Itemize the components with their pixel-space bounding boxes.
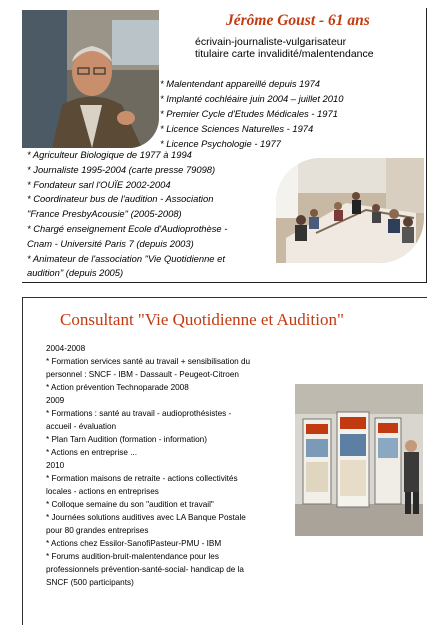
list-item: * Formation maisons de retraite - actions collectivités	[46, 474, 238, 483]
list-item: "France PresbyAcousie" (2005-2008)	[27, 208, 182, 220]
list-item: SNCF (500 participants)	[46, 578, 134, 587]
list-item: * Plan Tarn Audition (formation - information)	[46, 435, 207, 444]
consultant-activities-list	[46, 342, 296, 589]
list-item: * Formation services santé au travail + sensibilisation du	[46, 357, 251, 366]
credentials-list	[160, 76, 420, 151]
subtitle-line: titulaire carte invalidité/malentendance	[195, 48, 374, 60]
list-item: * Licence Psychologie - 1977	[160, 138, 281, 149]
list-item: * Formations : santé au travail - audioprothésistes -	[46, 409, 232, 418]
list-item: * Agriculteur Biologique de 1977 à 1994	[27, 149, 192, 160]
career-list	[27, 148, 267, 281]
list-item: pour 80 grandes entreprises	[46, 526, 149, 535]
list-item: * Actions chez Essilor-SanofiPasteur-PMU - IBM	[46, 539, 222, 548]
list-item: * Animateur de l'association "Vie Quotidienne et	[27, 252, 225, 264]
list-item: 2009	[46, 396, 65, 405]
list-item: * Forums audition-bruit-malentendance pour les	[46, 552, 219, 561]
list-item: * Chargé enseignement Ecole d'Audioprothèse -	[27, 222, 228, 234]
portrait-photo	[22, 10, 159, 148]
list-item: * Action prévention Technoparade 2008	[46, 383, 189, 392]
exhibition-photo	[295, 384, 423, 536]
list-item: * Fondateur sarl l'OUÏE 2002-2004	[27, 178, 171, 190]
meeting-photo	[276, 158, 424, 263]
list-item: 2004-2008	[46, 344, 86, 353]
list-item: accueil - évaluation	[46, 422, 117, 431]
list-item: * Actions en entreprise ...	[46, 448, 138, 457]
list-item: * Colloque semaine du son "audition et travail"	[46, 500, 214, 509]
list-item: * Coordinateur bus de l'audition - Association	[27, 193, 214, 205]
list-item: * Licence Sciences Naturelles - 1974	[160, 123, 314, 134]
list-item: * Journées solutions auditives avec LA Banque Postale	[46, 513, 246, 522]
subtitle-line: écrivain-journaliste-vulgarisateur	[195, 36, 347, 48]
list-item: * Implanté cochléaire juin 2004 – juillet 2010	[160, 93, 344, 104]
list-item: Cnam - Université Paris 7 (depuis 2003)	[27, 237, 194, 249]
list-item: * Journaliste 1995-2004 (carte presse 79098)	[27, 163, 216, 175]
subtitle	[195, 36, 425, 60]
list-item: locales - actions en entreprises	[46, 487, 159, 496]
section-title: Consultant "Vie Quotidienne et Audition"	[60, 310, 344, 329]
list-item: * Malentendant appareillé depuis 1974	[160, 78, 321, 89]
list-item: 2010	[46, 461, 65, 470]
list-item: professionnels prévention-santé-social- handicap de la	[46, 565, 244, 574]
list-item: audition" (depuis 2005)	[27, 267, 124, 279]
name-title: Jérôme Goust - 61 ans	[226, 12, 370, 29]
list-item: personnel : SNCF - IBM - Dassault - Peugeot-Citroen	[46, 370, 239, 379]
list-item: * Premier Cycle d'Etudes Médicales - 1971	[160, 108, 338, 119]
